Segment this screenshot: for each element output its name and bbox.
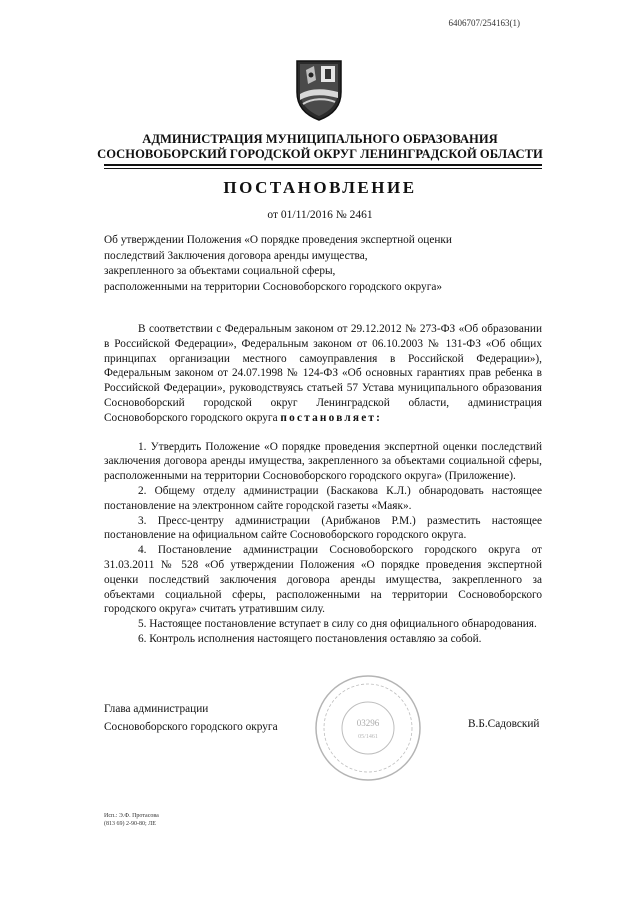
organization-line-1: АДМИНИСТРАЦИЯ МУНИЦИПАЛЬНОГО ОБРАЗОВАНИЯ [142, 132, 498, 146]
item-paragraph: 3. Пресс-центру администрации (Арибжанов Р.М.) разместить настоящее постановление на официальном сайте Сосновоборского городского округа. [104, 514, 542, 542]
subject-line: закрепленного за объектами социальной сферы, [104, 265, 336, 277]
executor-phone: (813 69) 2-90-80; ЛЕ [104, 821, 156, 827]
item-paragraph: 5. Настоящее постановление вступает в силу со дня официального обнародования. [138, 618, 537, 631]
signature-block [104, 700, 278, 736]
resolves-keyword: постановляет: [280, 411, 383, 424]
coat-of-arms-icon [294, 58, 344, 122]
document-type-title: ПОСТАНОВЛЕНИЕ [223, 178, 417, 197]
executor-name: Исп.: Э.Ф. Протасова [104, 813, 159, 819]
preamble-paragraph [104, 322, 542, 426]
signer-title-line-1: Глава администрации [104, 703, 209, 715]
signer-name: В.Б.Садовский [468, 718, 540, 730]
document-body [104, 322, 542, 647]
subject-line: Об утверждении Положения «О порядке проведения экспертной оценки [104, 234, 452, 246]
organization-header [0, 132, 640, 162]
item-paragraph: 2. Общему отделу администрации (Баскакова К.Л.) обнародовать настоящее постановление на электронном сайте городской газеты «Маяк». [104, 484, 542, 512]
stamp-date: 05/1461 [358, 734, 378, 740]
preamble-text: В соответствии с Федеральным законом от 29.12.2012 № 273-ФЗ «Об образовании в Российской Федерации», Федеральным законом от 06.10.2003 № 131-ФЗ «Об общих принципах организации местного самоуправления в Российской Федерации»), Федеральным законом от 24.07.1998 № 124-ФЗ «Об основных гарантиях прав ребенка в Российской Федерации», руководствуясь статьей 57 Устава муниципального образования Сосновоборский городской округ Ленинградской области, администрация Сосновоборского городского округа [104, 323, 542, 424]
document-date-number: от 01/11/2016 № 2461 [267, 209, 373, 221]
executor-footer [104, 812, 159, 828]
stamp-number: 03296 [356, 718, 380, 728]
signer-title-line-2: Сосновоборского городского округа [104, 721, 278, 733]
subject-line: последствий Заключения договора аренды имущества, [104, 249, 368, 262]
item-paragraph: 1. Утвердить Положение «О порядке проведения экспертной оценки последствий заключения договора аренды имущества, закрепленного за объектами социальной сферы, расположенными на территории Сосновоборского городского округа» (Приложение). [104, 440, 542, 483]
organization-line-2: СОСНОВОБОРСКИЙ ГОРОДСКОЙ ОКРУГ ЛЕНИНГРАДСКОЙ ОБЛАСТИ [97, 147, 543, 161]
item-paragraph: 4. Постановление администрации Сосновоборского городского округа от 31.03.2011 № 528 «Об утверждении Положения «О порядке проведения экспертной оценки последствий заключения договора аренды имущества, закрепленного за объектами социальной сферы, расположенными на территории Сосновоборского городского округа» считать утратившим силу. [104, 544, 542, 616]
subject-line: расположенными на территории Сосновоборского городского округа» [104, 280, 443, 293]
document-id: 6406707/254163(1) [448, 18, 520, 28]
header-divider-thin [104, 168, 542, 169]
official-seal-stamp [312, 672, 424, 784]
item-paragraph: 6. Контроль исполнения настоящего постановления оставляю за собой. [138, 632, 482, 645]
document-subject [104, 233, 504, 295]
header-divider-thick [104, 164, 542, 166]
